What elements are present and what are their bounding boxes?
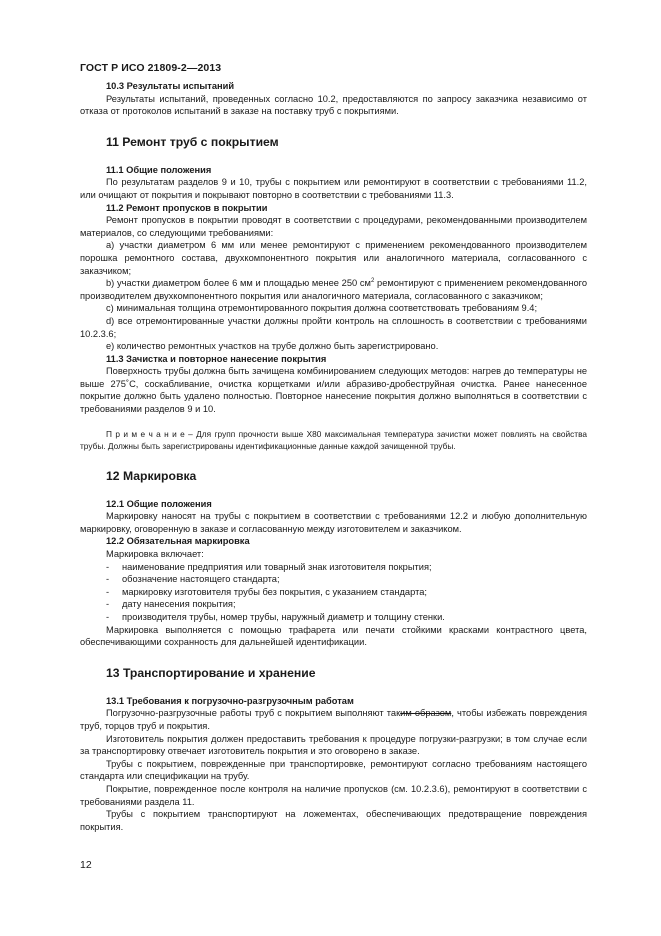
dash-item: - маркировку изготовителя трубы без покрытия, с указанием стандарта;: [106, 586, 427, 597]
paragraph-13-1-2: Изготовитель покрытия должен предоставить требования к процедуре погрузки-разгрузки; в том случае если за транспортировку отвечает изготовитель покрытия и это оговорено в заказе.: [80, 733, 587, 757]
paragraph-12-1: Маркировку наносят на трубы с покрытием в соответствии с требованиями 12.2 и любую дополнительную маркировку, оговоренную в заказе и согласованную между изготовителем и заказчиком.: [80, 511, 587, 534]
list-item-a: а) участки диаметром 6 мм или менее ремонтируют с применением рекомендованного производителем порошка ремонтного состава, двухкомпонентного покрытия или аналогичного материала, согласованного с заказчиком;: [80, 240, 587, 276]
standard-header: ГОСТ Р ИСО 21809-2—2013: [80, 62, 222, 74]
section-title-13: 13 Транспортирование и хранение: [106, 665, 316, 680]
dash-item: - производителя трубы, номер трубы, наружный диаметр и толщину стенки.: [106, 612, 445, 622]
section-title-11: 11 Ремонт труб с покрытием: [106, 134, 279, 149]
subsection-title-10-3: 10.3 Результаты испытаний: [106, 81, 235, 91]
note-label: П р и м е ч а н и е: [106, 428, 185, 439]
subsection-title-11-3: 11.3 Зачистка и повторное нанесение покрытия: [106, 353, 327, 364]
note: [80, 428, 587, 452]
paragraph-12-2-intro: Маркировка включает:: [106, 549, 204, 560]
list-item-b-part2: ремонтируют с применением рекомендованного производителем двухкомпонентного покрытия или аналогичного материала, согласованного с заказчиком;: [80, 278, 587, 301]
dash-item: - обозначение настоящего стандарта;: [106, 574, 280, 585]
paragraph-11-1: По результатам разделов 9 и 10, трубы с покрытием или ремонтируют в соответствии с требованиями 11.2, или очищают от покрытия и покрывают повторно в соответствии с требованиями 11.3.: [80, 177, 587, 200]
subsection-title-13-1: 13.1 Требования к погрузочно-разгрузочным работам: [106, 695, 354, 706]
paragraph-11-2: Ремонт пропусков в покрытии проводят в соответствии с процедурами, рекомендованными производителем материалов, со следующими требованиями:: [80, 215, 587, 238]
strikethrough-text: им образом: [400, 708, 452, 719]
paragraph-12-2: Маркировка выполняется с помощью трафарета или печати стойкими красками контрастного цвета, обеспечивающими сохранность для дальнейшей идентификации.: [80, 624, 587, 648]
list-item-d: d) все отремонтированные участки должны пройти контроль на сплошность в соответствии с требованиями 10.2.3.6;: [80, 315, 587, 339]
note-text: – Для групп прочности выше Х80 максимальная температура зачистки может повлиять на свойства трубы. Должны быть зарегистрированы идентификационные данные каждой зачищенной трубы.: [80, 428, 588, 451]
paragraph-13-1-4: Покрытие, поврежденное после контроля на наличие пропусков (см. 10.2.3.6), ремонтируют в соответствии с требованиями раздела 11.: [80, 783, 587, 807]
dash-item: - дату нанесения покрытия;: [106, 599, 236, 610]
subsection-title-11-2: 11.2 Ремонт пропусков в покрытии: [106, 202, 268, 213]
paragraph-11-3: Поверхность трубы должна быть зачищена комбинированием следующих методов: нагрев до температуры не выше 275˚С, соскабливание, очистка корщетками и/или абразиво-дробеструйная очистка. Ранее нанесенное покрытие должно быть удалено полностью. Повторное нанесение покрытия должно выполняться в соответствии с требованиями разделов 9 и 10.: [80, 366, 587, 415]
page-number: 12: [80, 859, 92, 871]
list-item-b-part1: b) участки диаметром более 6 мм и площадью менее 250 см: [106, 278, 371, 289]
subsection-title-12-1: 12.1 Общие положения: [106, 498, 212, 509]
paragraph-13-1-1: Погрузочно-разгрузочные работы труб с покрытием выполняют таким образом, чтобы избежать повреждения труб, торцов труб и покрытия.: [80, 708, 587, 731]
section-title-12: 12 Маркировка: [106, 468, 197, 483]
paragraph-10-3: Результаты испытаний, проведенных согласно 10.2, предоставляются по запросу заказчика независимо от отказа от протоколов испытаний в заказе на поставку труб с покрытиями.: [80, 93, 587, 117]
paragraph-13-1-5: Трубы с покрытием транспортируют на ложементах, обеспечивающих предотвращение повреждения покрытия.: [80, 809, 587, 832]
list-item-b: [80, 277, 587, 302]
list-item-e: е) количество ремонтных участков на трубе должно быть зарегистрировано.: [106, 341, 439, 352]
superscript-2: 2: [370, 278, 375, 285]
subsection-title-12-2: 12.2 Обязательная маркировка: [106, 536, 250, 547]
document-body: [80, 80, 587, 833]
subsection-title-11-1: 11.1 Общие положения: [106, 164, 212, 175]
list-item-c: с) минимальная толщина отремонтированного покрытия должна соответствовать требованиям 9.4;: [106, 303, 538, 314]
paragraph-13-1-3: Трубы с покрытием, поврежденные при транспортировке, ремонтируют согласно требованиям настоящего стандарта или спецификации на трубу.: [80, 758, 587, 782]
dash-item: - наименование предприятия или товарный знак изготовителя покрытия;: [106, 561, 432, 572]
